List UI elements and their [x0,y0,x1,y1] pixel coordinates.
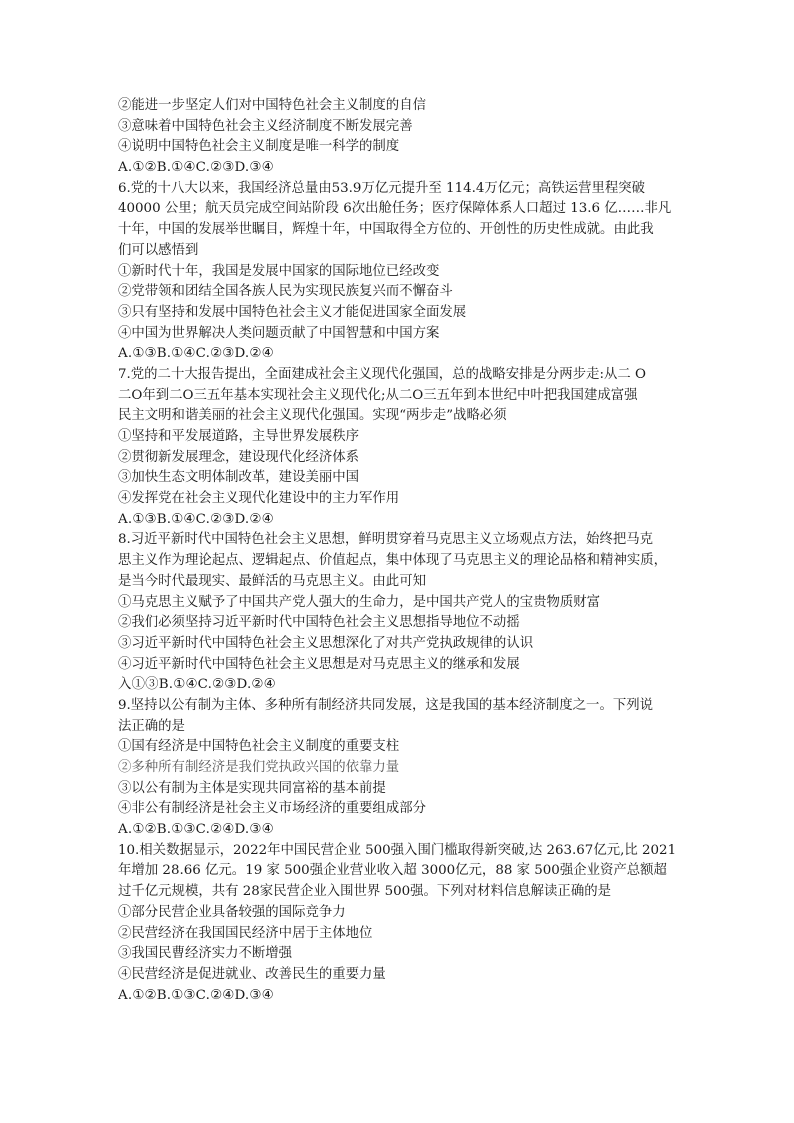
option-line: ①坚持和平发展道路，主导世界发展秩序 [118,429,360,444]
question-6-text: 6.党的十八大以来，我国经济总量由53.9万亿元提升至 114.4万亿元；高铁运营里程突破 [118,180,646,196]
answer-choices: A.①③B.①④C.②③D.②④ [118,346,274,362]
option-line: ①国有经济是中国特色社会主义制度的重要支柱 [118,739,400,755]
option-line: ④发挥党在社会主义现代化建设中的主力军作用 [118,491,400,507]
option-line: ②党带领和团结全国各族人民为实现民族复兴而不懈奋斗 [118,284,453,300]
option-line: ③意味着中国特色社会主义经济制度不断发展完善 [118,118,413,134]
answer-choices: A.①②B.①③C.②④D.③④ [118,822,274,838]
answer-choices: A.①②B.①③C.②④D.③④ [118,987,274,1003]
option-line: ③以公有制为主体是实现共同富裕的基本前提 [118,780,386,796]
question-6-text: 们可以感悟到 [118,242,199,258]
answer-choices: A.①②B.①④C.②③D.③④ [118,160,274,176]
option-line: ③习近平新时代中国特色社会主义思想深化了对共产党执政规律的认识 [118,635,534,651]
question-8-text: 8.习近平新时代中国特色社会主义思想，鲜明贯穿着马克思主义立场观点方法，始终把马克 [118,532,654,548]
question-7-text: 二O年到二O三五年基本实现社会主义现代化;从二O三五年到本世纪中叶把我国建成富强 [118,387,638,403]
question-6-text: 十年，中国的发展举世瞩目，辉煌十年，中国取得全方位的、开创性的历史性成就。由此我 [118,222,654,238]
option-line: ①新时代十年，我国是发展中国家的国际地位已经改变 [118,263,440,279]
question-7-text: 民主文明和谐美丽的社会主义现代化强国。实现“两步走”战略必须 [118,408,507,424]
option-line: ④非公有制经济是社会主义市场经济的重要组成部分 [118,801,426,817]
option-line: ②贯彻新发展理念，建设现代化经济体系 [118,449,360,465]
option-line: ④民营经济是促进就业、改善民生的重要力量 [118,966,386,982]
option-line: ②我们必须坚持习近平新时代中国特色社会主义思想指导地位不动摇 [118,615,520,631]
option-line: ③只有坚持和发展中国特色社会主义才能促进国家全面发展 [118,304,467,320]
question-10-text: 10.相关数据显示，2022年中国民营企业 500强入围门槛取得新突破,达 263.67亿元,比 2021 [118,842,677,858]
option-line: ④中国为世界解决人类问题贡献了中国智慧和中国方案 [118,325,440,341]
answer-choices: A.①③B.①④C.②③D.②④ [118,511,274,527]
question-6-text: 40000 公里；航天员完成空间站阶段 6次出舱任务；医疗保障体系人口超过 13.6 亿……非凡 [118,201,672,217]
option-line: ②能进一步坚定人们对中国特色社会主义制度的自信 [118,98,426,113]
question-10-text: 年增加 28.66 亿元。19 家 500强企业营业收入超 3000亿元，88 家 500强企业资产总额超 [118,863,667,879]
question-7-text: 7.党的二十大报告提出，全面建成社会主义现代化强国，总的战略安排是分两步走:从二 O [118,366,646,382]
question-9-text: 法正确的是 [118,718,185,734]
option-line: ①部分民营企业具备较强的国际竞争力 [118,904,346,920]
document-page [118,96,678,1006]
option-line: ③加快生态文明体制改革，建设美丽中国 [118,470,360,486]
answer-choices: 入①③B.①④C.②③D.②④ [118,677,276,693]
option-line: ④说明中国特色社会主义制度是唯一科学的制度 [118,139,400,155]
option-line: ①马克思主义赋予了中国共产党人强大的生命力，是中国共产党人的宝贵物质财富 [118,594,601,610]
option-line: ②民营经济在我国国民经济中居于主体地位 [118,925,373,941]
option-line: ②多种所有制经济是我们党执政兴国的依靠力量 [118,760,400,775]
question-9-text: 9.坚持以公有制为主体、多种所有制经济共同发展，这是我国的基本经济制度之一。下列说 [118,697,654,713]
question-8-text: 是当今时代最现实、最鲜活的马克思主义。由此可知 [118,573,426,589]
option-line: ③我国民曹经济实力不断增强 [118,946,293,962]
question-10-text: 过千亿元规模，共有 28家民营企业入围世界 500强。下列对材料信息解读正确的是 [118,884,611,900]
question-8-text: 思主义作为理论起点、逻辑起点、价值起点，集中体现了马克思主义的理论品格和精神实质， [118,553,668,569]
option-line: ④习近平新时代中国特色社会主义思想是对马克思主义的继承和发展 [118,656,520,672]
